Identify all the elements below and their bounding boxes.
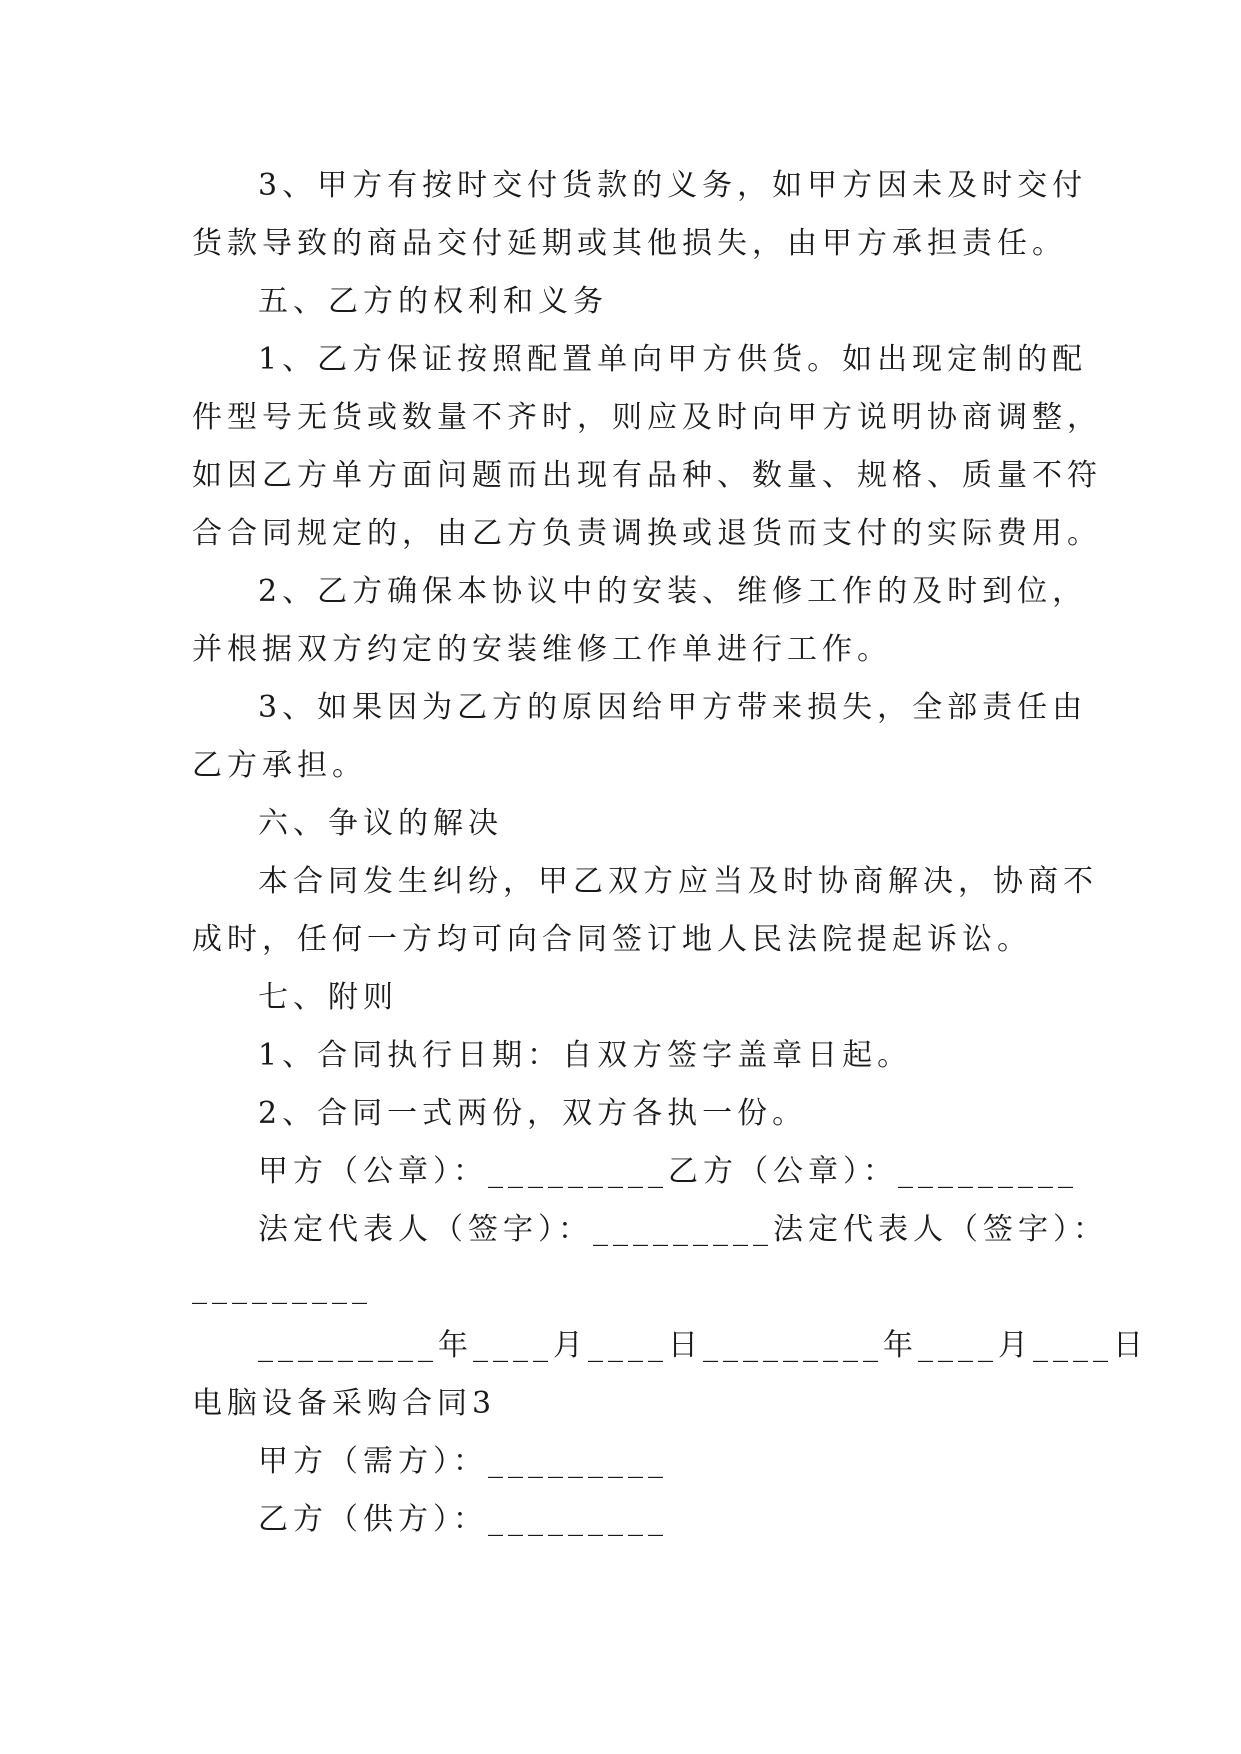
paragraph-line: 并根据双方约定的安装维修工作单进行工作。 (192, 632, 892, 667)
paragraph-line: 成时，任何一方均可向合同签订地人民法院提起诉讼。 (192, 922, 1032, 957)
signature-blank: _________ (192, 1270, 372, 1305)
paragraph-line: 件型号无货或数量不齐时，则应及时向甲方说明协商调整， (192, 400, 1102, 435)
paragraph-line: 3、如果因为乙方的原因给甲方带来损失，全部责任由 (258, 690, 1088, 725)
paragraph-line: 货款导致的商品交付延期或其他损失，由甲方承担责任。 (192, 226, 1067, 261)
party-line: 乙方（供方）：_________ (258, 1502, 668, 1537)
paragraph-line: 如因乙方单方面问题而出现有品种、数量、规格、质量不符 (192, 458, 1102, 493)
party-line: 甲方（需方）：_________ (258, 1444, 668, 1479)
paragraph-line: 1、乙方保证按照配置单向甲方供货。如出现定制的配 (258, 342, 1088, 377)
paragraph-line: 合合同规定的，由乙方负责调换或退货而支付的实际费用。 (192, 516, 1102, 551)
signature-line: 甲方（公章）：_________乙方（公章）：_________ (258, 1154, 1078, 1189)
date-line: _________年____月____日_________年____月____日 (258, 1328, 1148, 1363)
paragraph-line: 2、乙方确保本协议中的安装、维修工作的及时到位， (258, 574, 1088, 609)
contract-title: 电脑设备采购合同3 (192, 1386, 497, 1421)
paragraph-line: 1、合同执行日期：自双方签字盖章日起。 (258, 1038, 913, 1073)
paragraph-line: 2、合同一式两份，双方各执一份。 (258, 1096, 808, 1131)
paragraph-line: 乙方承担。 (192, 748, 367, 783)
signature-line: 法定代表人（签字）：_________法定代表人（签字）： (258, 1212, 1108, 1247)
section-heading: 六、争议的解决 (258, 806, 503, 841)
section-heading: 七、附则 (258, 980, 398, 1015)
paragraph-line: 本合同发生纠纷，甲乙双方应当及时协商解决，协商不 (258, 864, 1098, 899)
section-heading: 五、乙方的权利和义务 (258, 284, 608, 319)
paragraph-line: 3、甲方有按时交付货款的义务，如甲方因未及时交付 (258, 168, 1088, 203)
